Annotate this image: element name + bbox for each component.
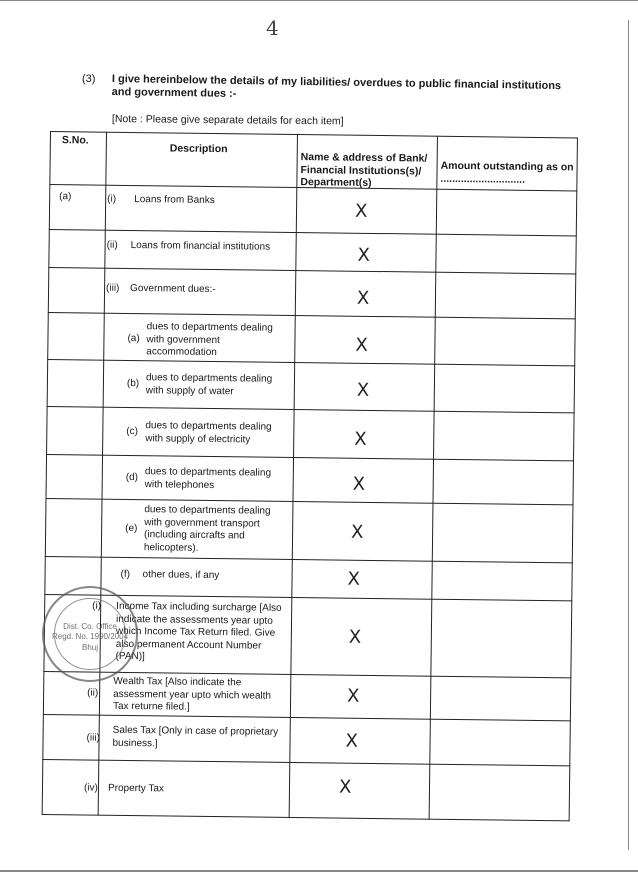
header-name-address: Name & address of Bank/ Financial Institutions(s)/ Department(s)	[300, 151, 428, 189]
cross-mark: X	[348, 626, 362, 648]
cross-mark: X	[346, 685, 360, 707]
scan-edge-right	[628, 20, 629, 850]
liabilities-table	[42, 131, 578, 821]
row-number: (a)	[127, 332, 140, 345]
row-description: other dues, if any	[142, 569, 220, 582]
row-number: (iii)	[86, 732, 100, 744]
scan-edge-top	[0, 0, 638, 1]
row-number: (ii)	[87, 687, 99, 699]
header-description: Description	[169, 142, 228, 156]
row-number: (i)	[92, 600, 102, 612]
row-number: (iii)	[106, 282, 120, 294]
note-text: [Note : Please give separate details for each item]	[111, 113, 344, 128]
cross-mark: X	[345, 730, 359, 752]
row-description: Property Tax	[107, 782, 164, 795]
stamp-line: Dist. Co. Office	[63, 622, 117, 631]
intro-text: I give hereinbelow the details of my liabilities/ overdues to public financial institutions and government dues :-	[111, 73, 562, 100]
stamp-line: Bhuj	[81, 643, 98, 652]
row-description: Sales Tax [Only in case of proprietary business.]	[112, 724, 279, 749]
page-number: 4	[266, 16, 279, 40]
row-description: dues to departments dealing with supply of water	[145, 372, 273, 397]
row-number: (iv)	[83, 782, 98, 794]
row-number: (c)	[126, 425, 139, 438]
row-description: Loans from Banks	[134, 194, 215, 207]
row-description: Wealth Tax [Also indicate the assessment year upto which wealth Tax returne filed.]	[112, 675, 272, 713]
row-number: (ii)	[106, 239, 118, 251]
notary-stamp	[42, 586, 138, 682]
row-description: dues to departments dealing with government transport (including aircrafts and helicopters).	[143, 504, 271, 554]
cross-mark: X	[354, 428, 367, 450]
cross-mark: X	[352, 473, 366, 495]
cross-mark: X	[355, 334, 368, 356]
row-number: (i)	[107, 193, 117, 205]
row-description: Government dues:-	[130, 282, 216, 296]
row-number: (b)	[126, 377, 140, 390]
row-number: (d)	[125, 471, 139, 484]
row-number: (f)	[120, 568, 131, 581]
row-description: dues to departments dealing with supply of electricity	[145, 420, 272, 445]
cross-mark: X	[357, 244, 370, 266]
row-description: Income Tax including surcharge [Also indicate the assessments year upto which Income Tax Return filed. Give also permanent Account Number (PAN)]	[115, 600, 282, 663]
cross-mark: X	[347, 568, 361, 590]
row-description: dues to departments dealing with telephones	[144, 466, 272, 491]
header-amount: Amount outstanding as on .............................	[440, 159, 574, 186]
stamp-line: Regd. No. 1990/2004	[51, 632, 129, 641]
row-sno: (a)	[59, 191, 72, 203]
row-description: dues to departments dealing with government accommodation	[146, 321, 273, 359]
cross-mark: X	[354, 200, 368, 222]
cross-mark: X	[350, 521, 364, 543]
scan-edge-bottom	[0, 870, 638, 872]
cross-mark: X	[356, 287, 370, 309]
section-number: (3)	[82, 73, 96, 85]
cross-mark: X	[338, 776, 352, 798]
header-sno: S.No.	[61, 134, 89, 147]
cross-mark: X	[356, 379, 370, 401]
row-number: (e)	[125, 522, 138, 535]
row-description: Loans from financial institutions	[130, 239, 271, 253]
